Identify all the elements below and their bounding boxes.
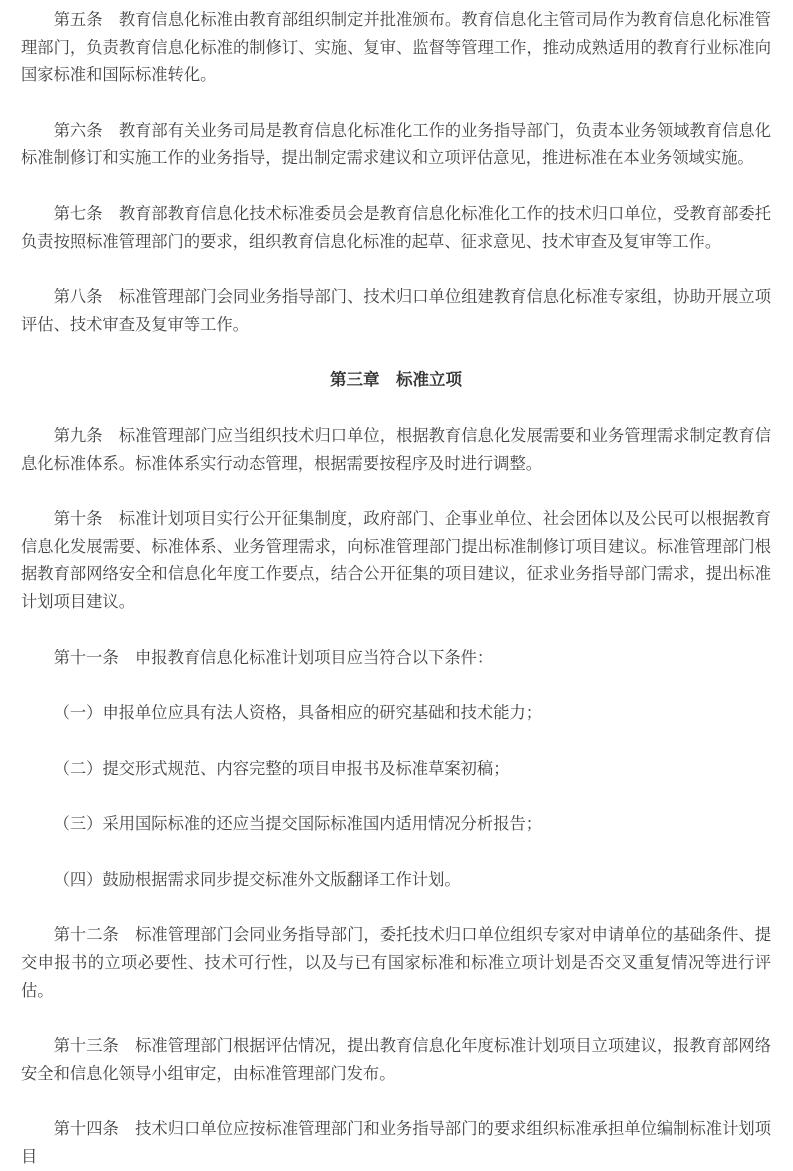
paragraph-article-6: 第六条 教育部有关业务司局是教育信息化标准化工作的业务指导部门，负责本业务领域教育信息化标准制修订和实施工作的业务指导，提出制定需求建议和立项评估意见，推进标准在本业务领域实施。 [21, 120, 771, 168]
paragraph-article-10: 第十条 标准计划项目实行公开征集制度，政府部门、企事业单位、社会团体以及公民可以根据教育信息化发展需要、标准体系、业务管理需求，向标准管理部门提出标准制修订项目建议。标准管理部门根据教育部网络安全和信息化年度工作要点，结合公开征集的项目建议，征求业务指导部门需求，提出标准计划项目建议。 [21, 509, 771, 611]
list-item-3: （三）采用国际标准的还应当提交国际标准国内适用情况分析报告； [53, 814, 543, 834]
list-item-1: （一）申报单位应具有法人资格，具备相应的研究基础和技术能力； [53, 703, 543, 723]
paragraph-article-12: 第十二条 标准管理部门会同业务指导部门，委托技术归口单位组织专家对申请单位的基础条件、提交申报书的立项必要性、技术可行性，以及与已有国家标准和标准立项计划是否交叉重复情况等进行评估。 [21, 925, 771, 1000]
paragraph-article-13: 第十三条 标准管理部门根据评估情况，提出教育信息化年度标准计划项目立项建议，报教育部网络安全和信息化领导小组审定，由标准管理部门发布。 [21, 1036, 771, 1083]
list-item-2: （二）提交形式规范、内容完整的项目申报书及标准草案初稿； [53, 758, 510, 778]
paragraph-article-7: 第七条 教育部教育信息化技术标准委员会是教育信息化标准化工作的技术归口单位，受教育部委托负责按照标准管理部门的要求，组织教育信息化标准的起草、征求意见、技术审查及复审等工作。 [21, 203, 771, 251]
paragraph-article-11: 第十一条 申报教育信息化标准计划项目应当符合以下条件： [53, 647, 494, 667]
chapter-3-heading: 第三章 标准立项 [330, 370, 462, 390]
paragraph-article-14: 第十四条 技术归口单位应按标准管理部门和业务指导部门的要求组织标准承担单位编制标准计划项目 [21, 1119, 771, 1167]
paragraph-article-8: 第八条 标准管理部门会同业务指导部门、技术归口单位组建教育信息化标准专家组，协助开展立项评估、技术审查及复审等工作。 [21, 287, 771, 334]
paragraph-article-5: 第五条 教育信息化标准由教育部组织制定并批准颁布。教育信息化主管司局作为教育信息化标准管理部门，负责教育信息化标准的制修订、实施、复审、监督等管理工作，推动成熟适用的教育行业标准向国家标准和国际标准转化。 [21, 10, 771, 85]
list-item-4: （四）鼓励根据需求同步提交标准外文版翻译工作计划。 [53, 869, 461, 889]
paragraph-article-9: 第九条 标准管理部门应当组织技术归口单位，根据教育信息化发展需要和业务管理需求制定教育信息化标准体系。标准体系实行动态管理，根据需要按程序及时进行调整。 [21, 425, 771, 473]
